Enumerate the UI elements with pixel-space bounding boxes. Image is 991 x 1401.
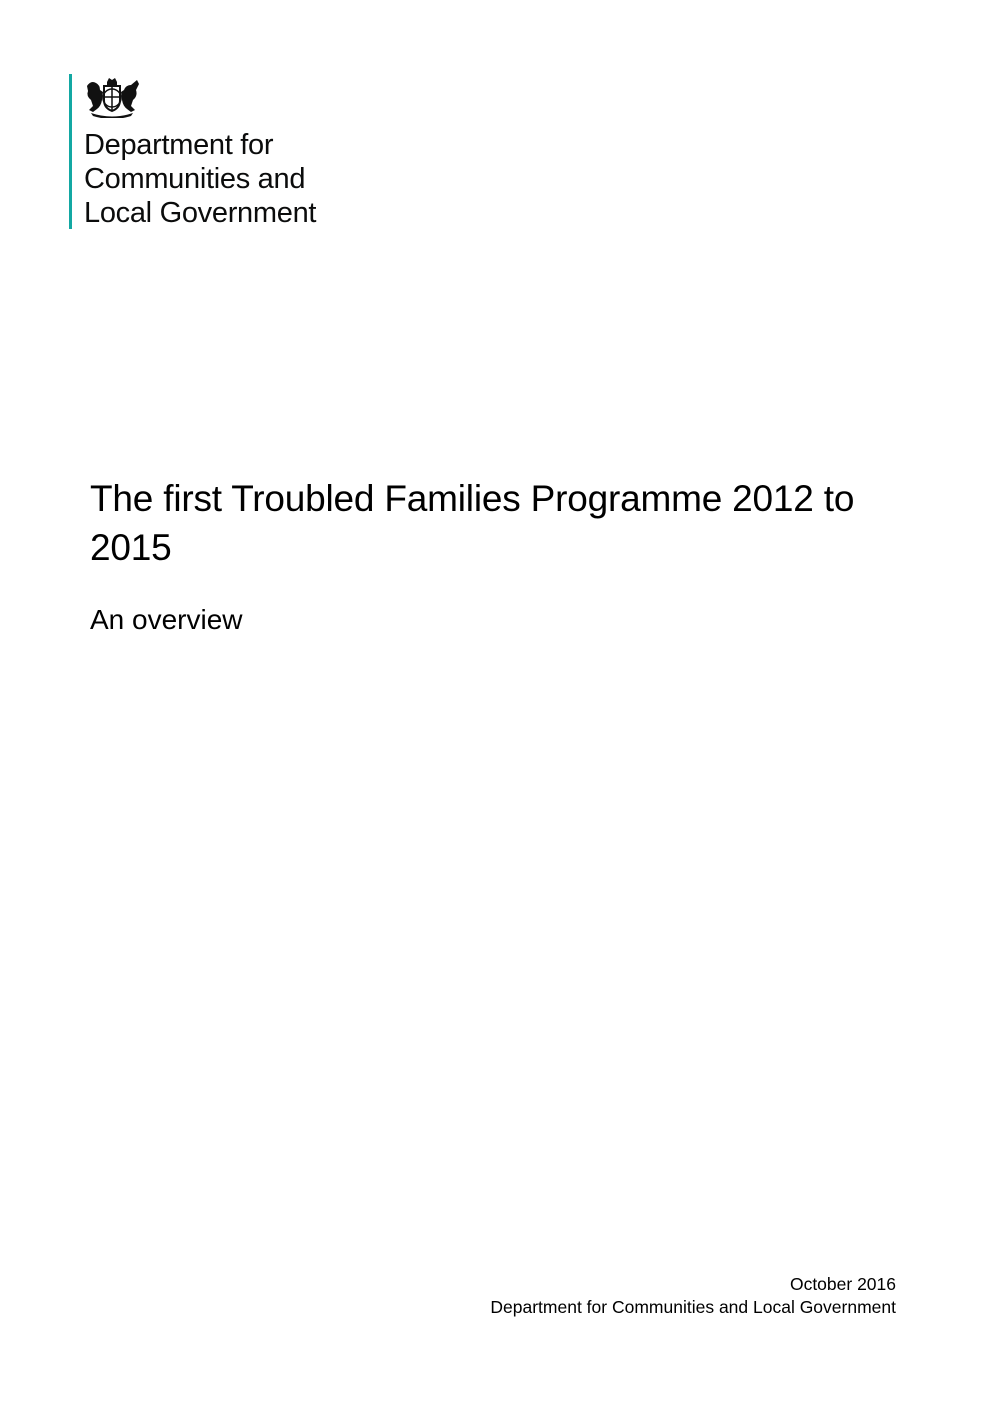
document-title: The first Troubled Families Programme 2012 to 2015 <box>90 478 855 568</box>
logo-line-1: Department for <box>84 129 274 161</box>
publication-date: October 2016 <box>789 1274 896 1294</box>
logo-line-3: Local Government <box>84 197 317 229</box>
document-subtitle: An overview <box>90 604 243 635</box>
logo-line-2: Communities and <box>84 163 306 195</box>
department-logo <box>69 74 369 230</box>
logo-accent-bar <box>69 74 72 229</box>
royal-coat-of-arms-icon <box>83 76 141 118</box>
department-name <box>84 128 316 230</box>
publisher-name: Department for Communities and Local Government <box>490 1297 896 1317</box>
publication-info <box>490 1273 896 1319</box>
